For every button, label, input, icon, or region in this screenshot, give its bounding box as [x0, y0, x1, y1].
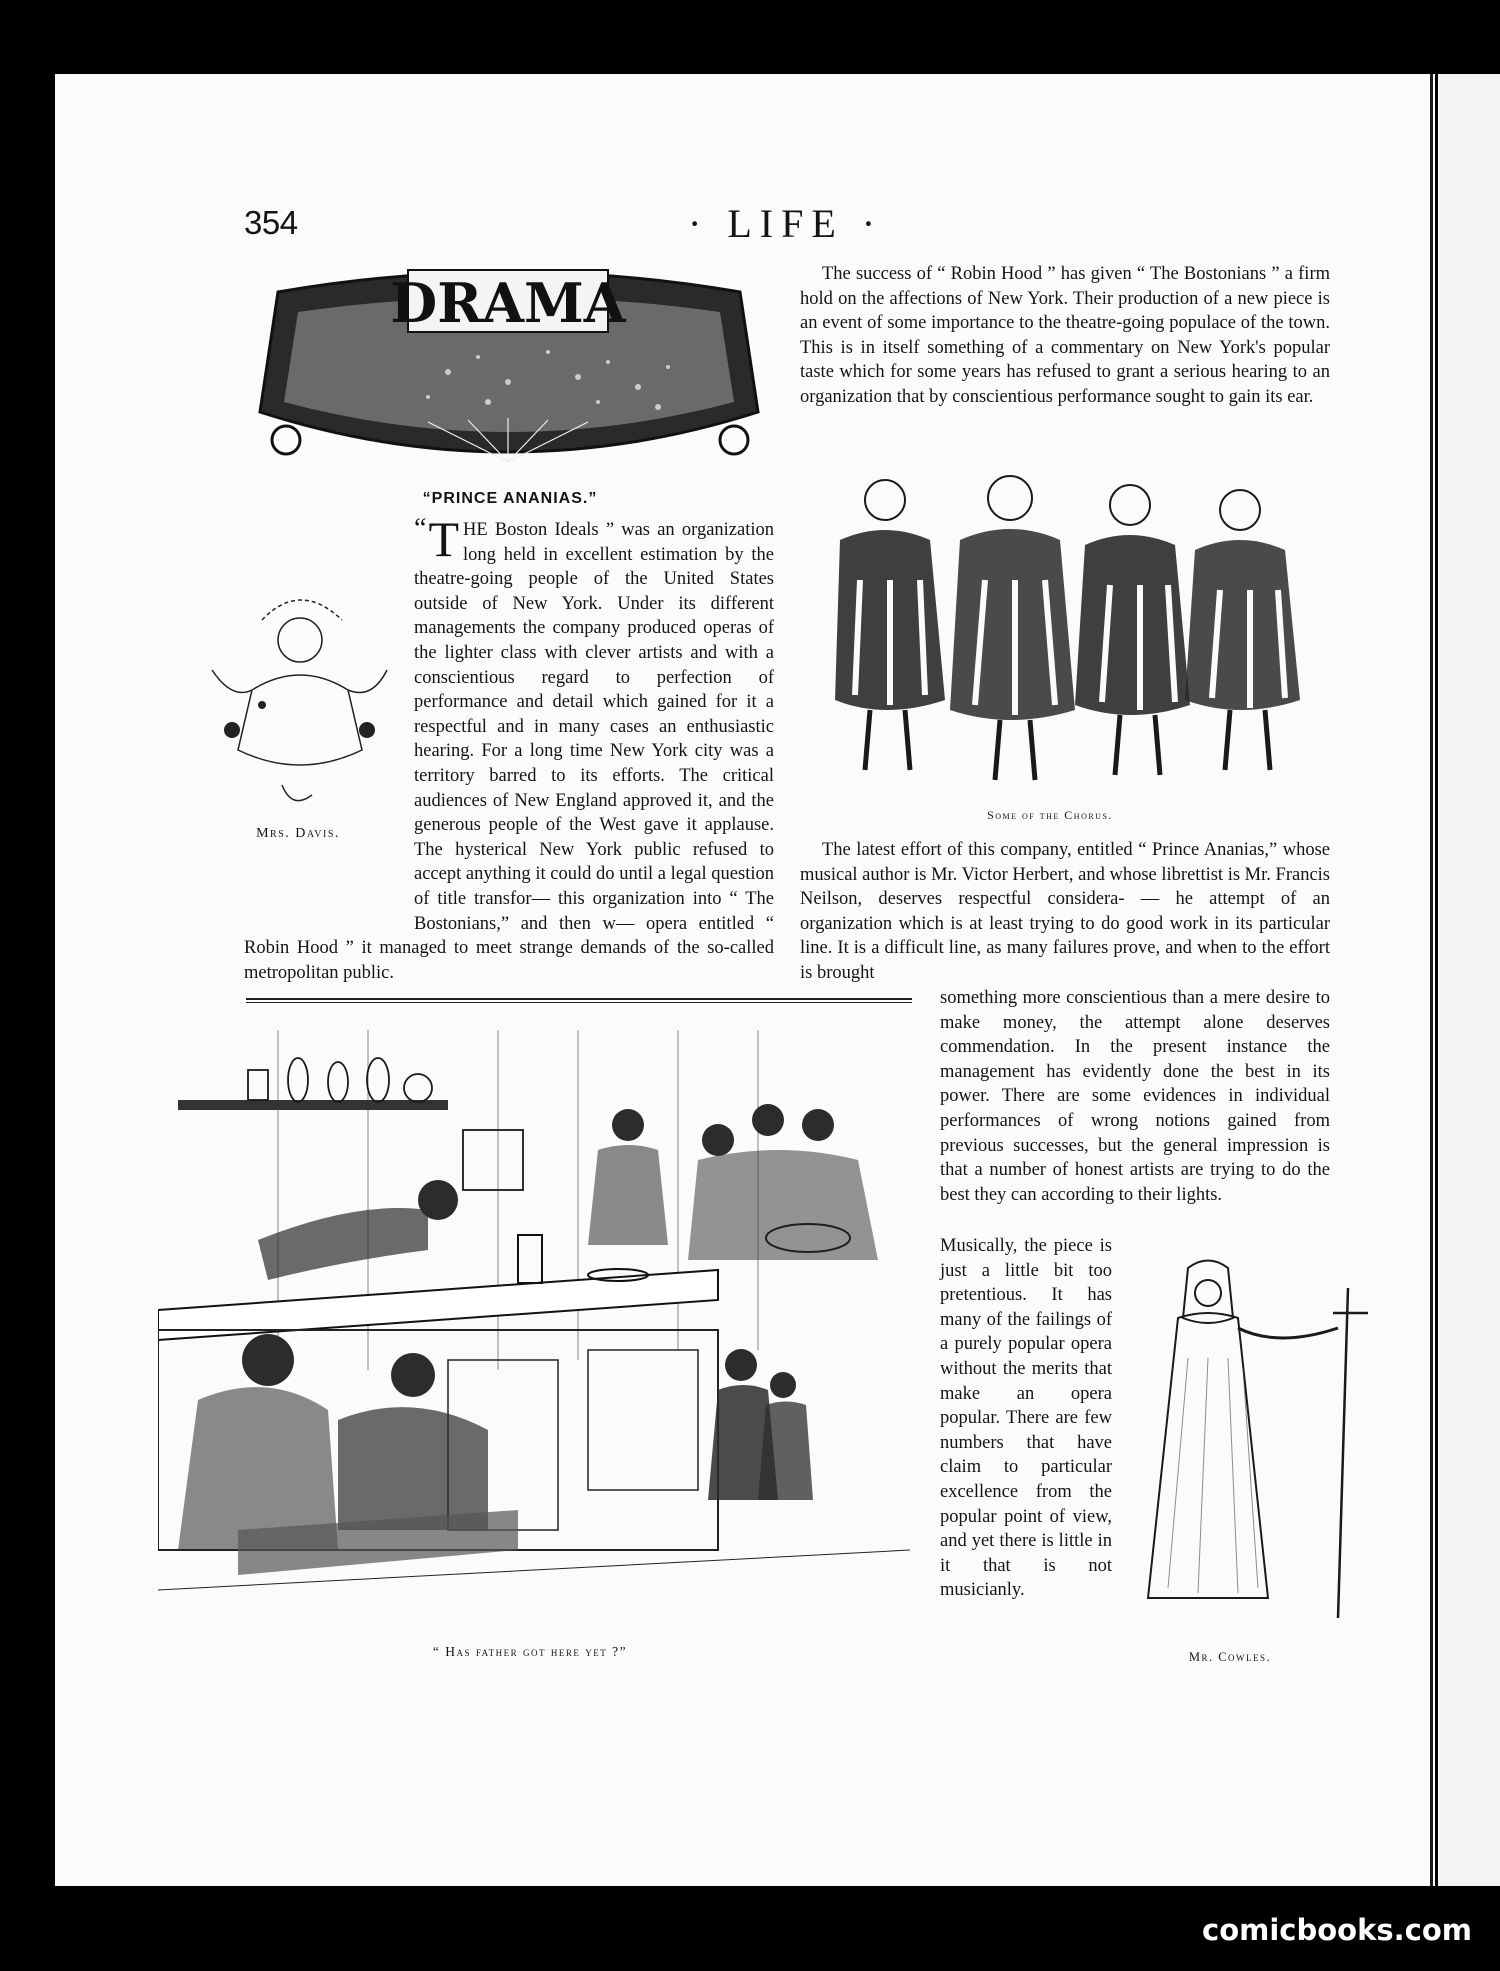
article-paragraph-4: something more conscientious than a mere desire to make money, the attempt alone deserves commendation. In the present instance the management has evidently done the best in its power. There are some evidences in individual performances of wrong notions gained from previous successes, but the general impression is that a number of honest artists are trying to do the best they can according to their lights. — [940, 988, 1330, 1205]
caption-bar-cartoon: “ Has father got here yet ?” — [432, 1644, 628, 1659]
drop-cap: T — [428, 511, 459, 567]
site-watermark: comicbooks.com — [1202, 1913, 1472, 1947]
adjacent-page-edge — [1438, 74, 1500, 1886]
article-paragraph-2: The success of “ Robin Hood ” has given “ The Bostonians ” a firm hold on the affections of New York. Their production of a new piece is an event of some importance to the theatre-going populace of the town. This is in itself something of a commentary on New York's popular taste which for some years has refused to grant a serious hearing to an organization that by conscientious performance sought to gain its ear. — [800, 264, 1330, 407]
drama-banner-illustration — [248, 262, 770, 472]
article-paragraph-1: HE Boston Ideals ” was an organization long held in excellent estimation by the theatre-going people of the United States outside of New York. Under its different managements the company produced operas of the lighter class with clever artists and with a conscientious regard to perfection of performance and detail which gained for it a respectful and in many cases an enthusiastic hearing. For a long time New York city was a territory barred to its efforts. The critical audiences of New England approved it, and the generous people of the West gave it applause. The hysterical New York public refused to accept anything it could do until a legal question of title transfor— this organization into “ The Bostonians,” and then w— opera entitled “ Robin Hood ” it managed to meet strange demands of the so-called metropolitan public. — [244, 520, 774, 983]
caption-mr-cowles: Mr. Cowles. — [1188, 1650, 1272, 1664]
article-column-2-middle — [800, 838, 1330, 986]
bar-cartoon-illustration — [158, 1030, 910, 1630]
page-number: 354 — [244, 204, 298, 241]
article-column-3-narrow — [940, 1234, 1112, 1603]
drama-banner-label: DRAMA — [390, 271, 626, 335]
chorus-illustration — [810, 470, 1320, 788]
article-column-2-top — [800, 262, 1330, 410]
page-edge — [1430, 74, 1433, 1886]
section-divider — [246, 998, 912, 1003]
caption-chorus: Some of the Chorus. — [987, 808, 1113, 822]
article-column-1 — [244, 511, 774, 985]
caption-mrs-davis: Mrs. Davis. — [256, 826, 340, 841]
opening-quote: “ — [414, 513, 427, 544]
magazine-title: · LIFE · — [688, 201, 884, 246]
text-wrap-spacer-1 — [244, 584, 414, 926]
mr-cowles-illustration — [1128, 1258, 1388, 1618]
article-paragraph-3: The latest effort of this company, entitled “ Prince Ananias,” whose musical author is Mr. Victor Herbert, and whose librettist is Mr. Francis Neilson, deserves respectful considera- — he attempt of an organization which is at least trying to do good work in its particular line. It is a difficult line, as many failures prove, and when to the effort is brought — [800, 840, 1330, 983]
article-paragraph-5: Musically, the piece is just a little bit too pretentious. It has many of the failings of a purely popular opera without the merits that make an opera popular. There are few numbers that have claim to particular excellence from the popular point of view, and yet there is little in it that is not musicianly. — [940, 1236, 1112, 1601]
article-column-3 — [940, 986, 1330, 1207]
article-heading: “PRINCE ANANIAS.” — [422, 490, 598, 507]
